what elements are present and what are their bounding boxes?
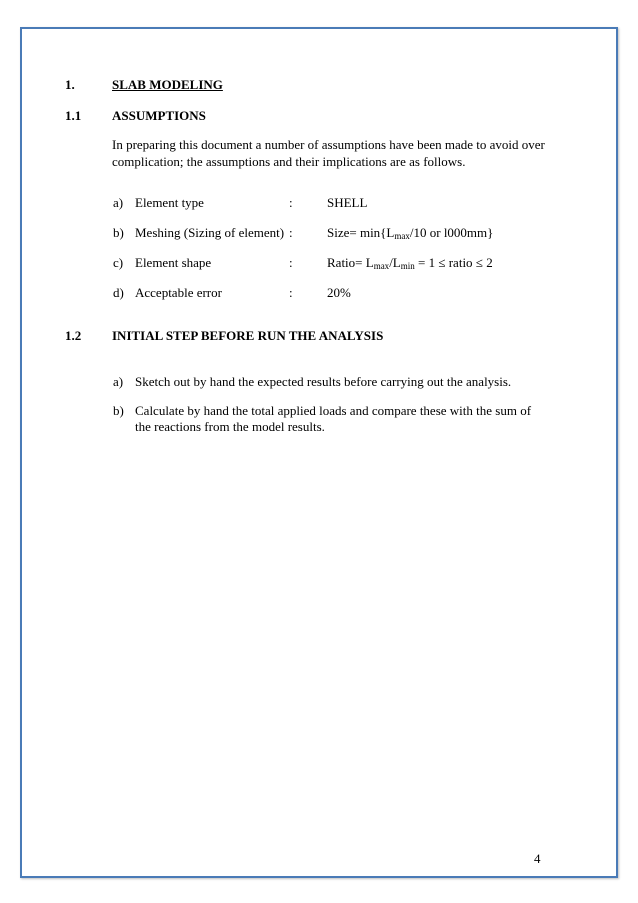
step-a-marker: a) — [113, 374, 124, 389]
assumption-c-value-suffix: = 1 ≤ ratio ≤ 2 — [414, 255, 493, 270]
assumption-a-marker: a) — [113, 195, 124, 210]
assumption-a-value: SHELL — [327, 195, 368, 210]
assumption-c-value-mid: /L — [389, 255, 401, 270]
step-b-marker: b) — [113, 403, 124, 418]
page-number: 4 — [534, 851, 541, 866]
assumption-c-label: Element shape — [135, 255, 212, 270]
assumption-b-value-sub: max — [394, 231, 410, 241]
step-b-line-1: Calculate by hand the total applied loads and compare these with the sum of — [135, 403, 532, 418]
assumption-a-colon: : — [289, 195, 293, 210]
section-1-number: 1. — [65, 77, 75, 92]
assumption-b-value-prefix: Size= min{L — [327, 225, 395, 240]
section-1-1-title: ASSUMPTIONS — [112, 108, 206, 123]
intro-line-1: In preparing this document a number of assumptions have been made to avoid over — [112, 137, 545, 152]
section-1-2-title: INITIAL STEP BEFORE RUN THE ANALYSIS — [112, 328, 384, 343]
assumption-d-label: Acceptable error — [135, 285, 222, 300]
assumption-c-value-prefix: Ratio= L — [327, 255, 374, 270]
assumption-c-marker: c) — [113, 255, 124, 270]
assumption-c-colon: : — [289, 255, 293, 270]
assumption-b-value-suffix: /10 or l000mm} — [409, 225, 494, 240]
assumption-c-value-sub1: max — [373, 261, 390, 271]
assumption-d-marker: d) — [113, 285, 124, 300]
section-1-1-number: 1.1 — [65, 108, 82, 123]
assumption-b-value — [327, 225, 493, 241]
section-1-title: SLAB MODELING — [112, 77, 223, 92]
step-b-line-2: the reactions from the model results. — [135, 419, 325, 434]
assumption-a-label: Element type — [135, 195, 204, 210]
assumption-c-value — [327, 255, 493, 271]
section-1-2-number: 1.2 — [65, 328, 82, 343]
assumption-d-value: 20% — [327, 285, 351, 300]
assumption-b-label: Meshing (Sizing of element) — [135, 225, 285, 240]
intro-line-2: complication; the assumptions and their implications are as follows. — [112, 154, 466, 169]
assumption-d-colon: : — [289, 285, 293, 300]
step-a-line-1: Sketch out by hand the expected results before carrying out the analysis. — [135, 374, 512, 389]
assumption-b-colon: : — [289, 225, 293, 240]
assumption-c-value-sub2: min — [400, 261, 415, 271]
assumption-b-marker: b) — [113, 225, 124, 240]
